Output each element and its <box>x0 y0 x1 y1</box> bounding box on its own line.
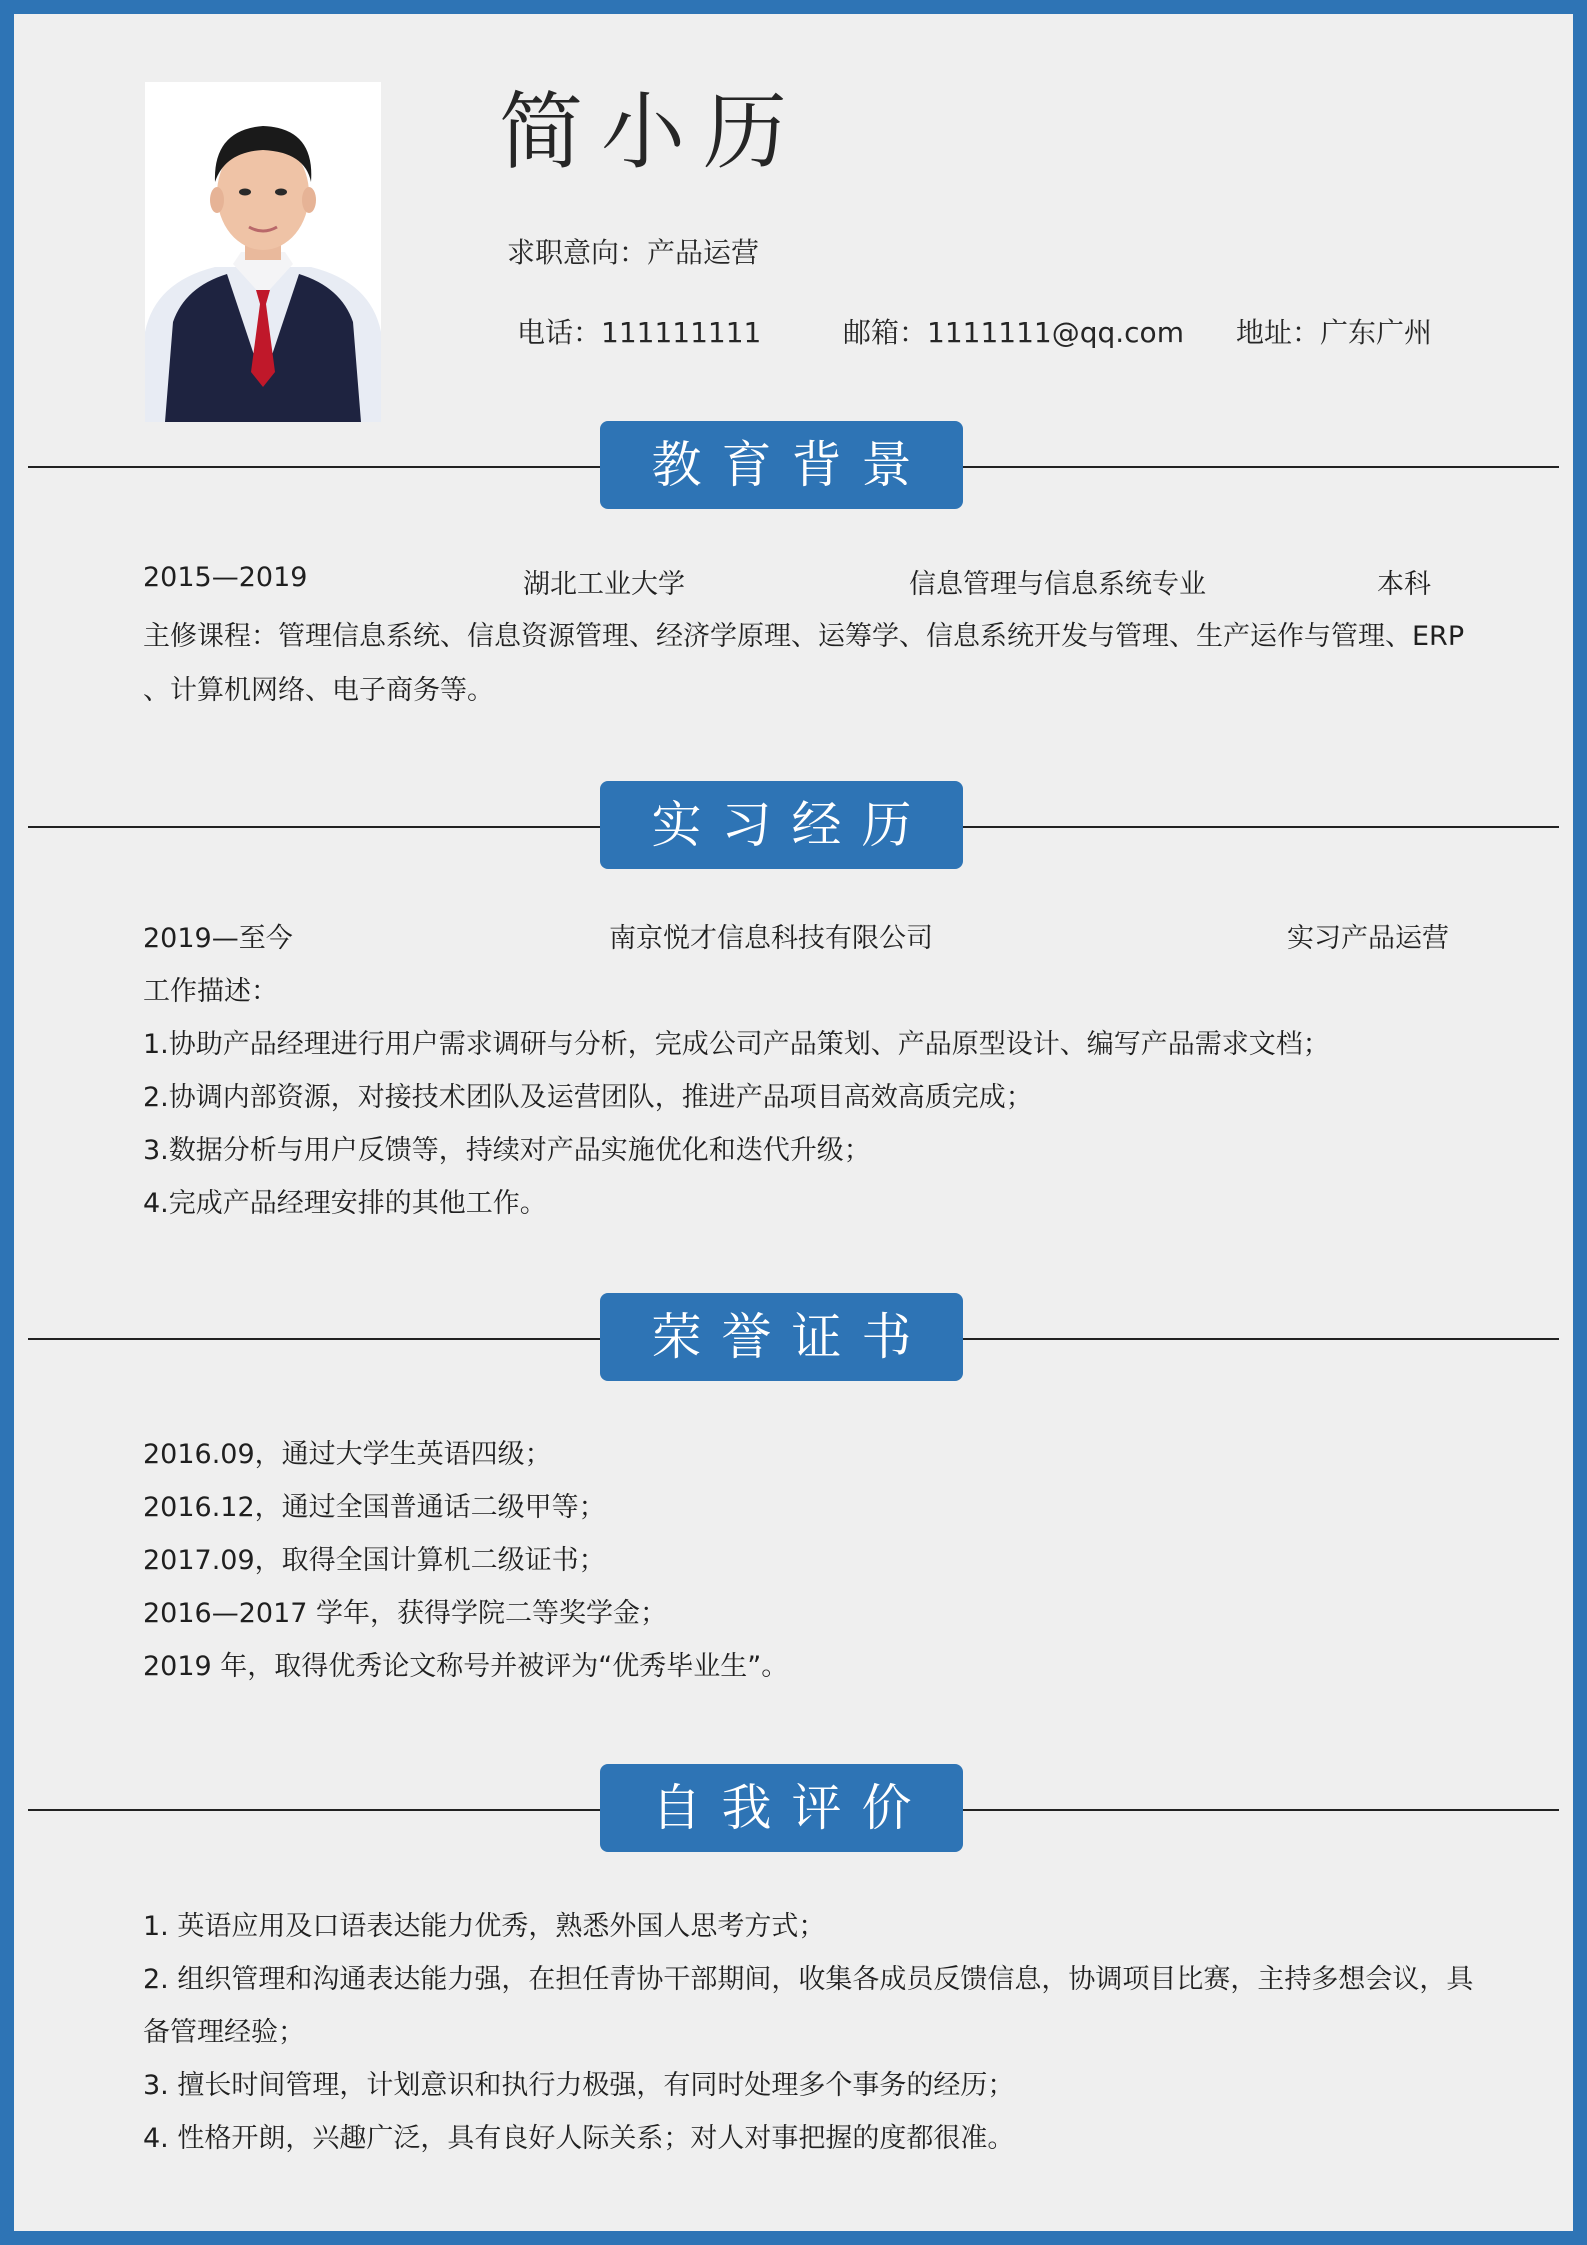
address-label: 地址： <box>1236 316 1321 349</box>
self-eval-item: 2. 组织管理和沟通表达能力强，在担任青协干部期间，收集各成员反馈信息，协调项目比赛，主持多想会议，具 <box>143 1964 1474 1995</box>
phone <box>517 311 761 351</box>
internship-desc-label: 工作描述： <box>143 976 278 1007</box>
internship-item: 4.完成产品经理安排的其他工作。 <box>143 1188 547 1219</box>
email-label: 邮箱： <box>843 316 928 349</box>
education-degree: 本科 <box>1377 569 1431 600</box>
internship-item: 3.数据分析与用户反馈等，持续对产品实施优化和迭代升级； <box>143 1135 871 1166</box>
self-eval-item-cont: 备管理经验； <box>143 2017 305 2048</box>
education-period: 2015—2019 <box>143 562 308 593</box>
job-intent-value: 产品运营 <box>647 236 760 269</box>
email-value: 1111111@qq.com <box>927 316 1184 349</box>
internship-role: 实习产品运营 <box>1287 923 1449 954</box>
phone-label: 电话： <box>517 316 602 349</box>
education-courses-cont: 、计算机网络、电子商务等。 <box>143 675 494 706</box>
self-eval-item: 4. 性格开朗，兴趣广泛，具有良好人际关系；对人对事把握的度都很准。 <box>143 2123 1015 2154</box>
internship-period: 2019—至今 <box>143 923 293 954</box>
phone-value: 111111111 <box>601 316 762 349</box>
internship-item: 2.协调内部资源，对接技术团队及运营团队，推进产品项目高效高质完成； <box>143 1082 1033 1113</box>
internship-item: 1.协助产品经理进行用户需求调研与分析，完成公司产品策划、产品原型设计、编写产品需求文档； <box>143 1029 1330 1060</box>
internship-company: 南京悦才信息科技有限公司 <box>609 923 933 954</box>
address-value: 广东广州 <box>1320 316 1433 349</box>
section-title-honors: 荣誉证书 <box>600 1293 963 1381</box>
email <box>843 311 1184 351</box>
honor-item: 2016—2017 学年，获得学院二等奖学金； <box>143 1598 668 1629</box>
education-major: 信息管理与信息系统专业 <box>909 569 1206 600</box>
honor-item: 2016.12，通过全国普通话二级甲等； <box>143 1492 606 1523</box>
honor-item: 2016.09，通过大学生英语四级； <box>143 1439 552 1470</box>
address <box>1236 311 1432 351</box>
job-intent-label: 求职意向： <box>507 236 648 269</box>
honor-item: 2017.09，取得全国计算机二级证书； <box>143 1545 606 1576</box>
section-title-self-eval: 自我评价 <box>600 1764 963 1852</box>
candidate-name: 简小历 <box>499 83 806 181</box>
education-courses: 主修课程：管理信息系统、信息资源管理、经济学原理、运筹学、信息系统开发与管理、生产运作与管理、ERP <box>143 621 1465 652</box>
profile-photo <box>145 82 381 422</box>
self-eval-item: 3. 擅长时间管理，计划意识和执行力极强，有同时处理多个事务的经历； <box>143 2070 1015 2101</box>
section-title-internship: 实习经历 <box>600 781 963 869</box>
portrait-image <box>145 82 381 422</box>
education-school: 湖北工业大学 <box>523 569 685 600</box>
self-eval-item: 1. 英语应用及口语表达能力优秀，熟悉外国人思考方式； <box>143 1911 826 1942</box>
job-intent <box>507 231 759 271</box>
honor-item: 2019 年，取得优秀论文称号并被评为“优秀毕业生”。 <box>143 1651 789 1682</box>
section-title-education: 教育背景 <box>600 421 963 509</box>
